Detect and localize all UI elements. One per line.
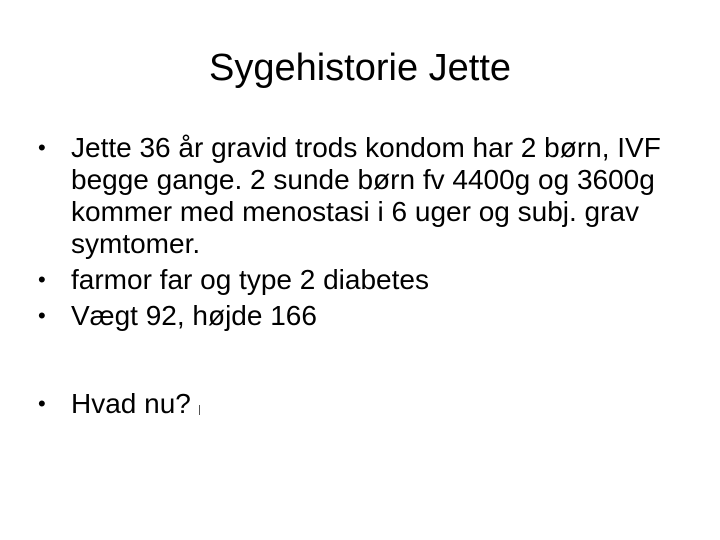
bullet-history [38,132,688,260]
bullet-family-diabetes [38,264,688,296]
bullet-marker: • [38,267,46,292]
bullet-text: farmor far og type 2 diabetes [71,264,429,295]
text-cursor-mark [199,405,200,415]
bullet-list [38,132,688,424]
bullet-weight-height [38,300,688,332]
bullet-marker: • [38,303,46,328]
bullet-question [38,388,688,420]
bullet-marker: • [38,391,46,416]
bullet-marker: • [38,135,46,160]
bullet-text: Vægt 92, højde 166 [71,300,317,331]
bullet-text: Jette 36 år gravid trods kondom har 2 børn, IVF begge gange. 2 sunde børn fv 4400g og 3600g kommer med menostasi i 6 uger og subj. grav symtomer. [71,132,661,259]
bullet-text: Hvad nu? [71,388,191,419]
slide-title: Sygehistorie Jette [208,47,512,89]
